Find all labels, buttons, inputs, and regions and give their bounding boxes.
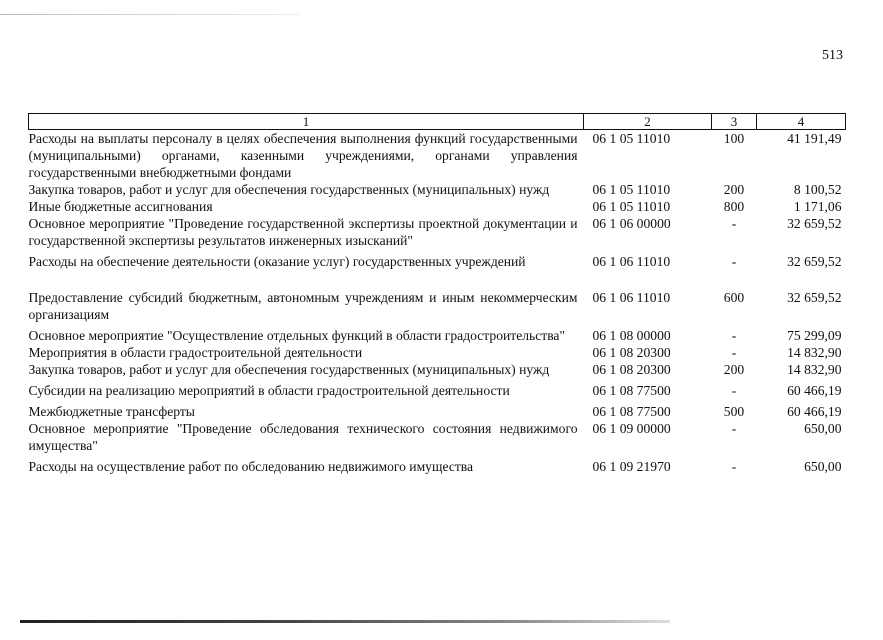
row-amount: 1 171,06 <box>793 199 842 214</box>
row-type: - <box>731 383 737 398</box>
row-code: 06 1 09 21970 <box>592 459 671 474</box>
row-amount: 32 659,52 <box>787 216 842 231</box>
row-amount: 14 832,90 <box>787 362 842 377</box>
row-type: - <box>731 421 737 436</box>
row-name: Основное мероприятие "Проведение обследования технического состояния недвижимого имущества" <box>28 421 578 453</box>
row-type: 200 <box>723 362 745 377</box>
row-type: - <box>731 459 737 474</box>
row-amount: 8 100,52 <box>793 182 842 197</box>
row-code: 06 1 08 20300 <box>592 362 671 377</box>
row-name: Расходы на выплаты персоналу в целях обеспечения выполнения функций государственными (муниципальными) органами, казенными учреждениями, органами управления государственными внебюджетными фондами <box>28 131 578 180</box>
row-code: 06 1 05 11010 <box>592 182 671 197</box>
table-row <box>29 130 846 182</box>
table-row <box>29 458 846 475</box>
row-code: 06 1 05 11010 <box>592 131 671 146</box>
row-name: Закупка товаров, работ и услуг для обеспечения государственных (муниципальных) нужд <box>28 362 550 377</box>
row-name: Основное мероприятие "Осуществление отдельных функций в области градостроительства" <box>28 328 566 343</box>
row-code: 06 1 06 11010 <box>592 290 671 305</box>
column-header-type: 3 <box>712 114 757 130</box>
scan-artifact-line <box>0 14 300 15</box>
row-type: - <box>731 345 737 360</box>
row-name: Предоставление субсидий бюджетным, автономным учреждениям и иным некоммерческим организациям <box>28 290 578 322</box>
budget-table <box>28 113 846 475</box>
row-amount: 650,00 <box>804 459 842 474</box>
row-code: 06 1 08 20300 <box>592 345 671 360</box>
row-name: Мероприятия в области градостроительной деятельности <box>28 345 363 360</box>
row-type: 200 <box>723 182 745 197</box>
row-name: Иные бюджетные ассигнования <box>28 199 213 214</box>
table-row <box>29 420 846 458</box>
row-amount: 75 299,09 <box>787 328 842 343</box>
row-type: 100 <box>723 131 745 146</box>
table-row <box>29 253 846 289</box>
row-code: 06 1 08 77500 <box>592 383 671 398</box>
row-amount: 650,00 <box>804 421 842 436</box>
row-name: Субсидии на реализацию мероприятий в области градостроительной деятельности <box>28 383 510 398</box>
row-type: - <box>731 328 737 343</box>
row-name: Расходы на осуществление работ по обследованию недвижимого имущества <box>28 459 474 474</box>
table-row <box>29 327 846 344</box>
row-type: 800 <box>723 199 745 214</box>
row-amount: 60 466,19 <box>787 404 842 419</box>
row-code: 06 1 08 77500 <box>592 404 671 419</box>
row-type: - <box>731 216 737 231</box>
row-type: - <box>731 254 737 269</box>
row-name: Закупка товаров, работ и услуг для обеспечения государственных (муниципальных) нужд <box>28 182 550 197</box>
table-row <box>29 344 846 361</box>
row-name: Основное мероприятие "Проведение государственной экспертизы проектной документации и государственной экспертизы результатов инженерных изысканий" <box>28 216 578 248</box>
row-name: Межбюджетные трансферты <box>28 404 195 419</box>
table-row <box>29 198 846 215</box>
row-amount: 60 466,19 <box>787 383 842 398</box>
row-type: 600 <box>723 290 745 305</box>
table-header-row <box>29 114 846 130</box>
table-row <box>29 215 846 253</box>
row-amount: 41 191,49 <box>787 131 842 146</box>
table-row <box>29 181 846 198</box>
row-code: 06 1 05 11010 <box>592 199 671 214</box>
table-row <box>29 361 846 382</box>
table-row <box>29 382 846 403</box>
column-header-code: 2 <box>584 114 712 130</box>
row-amount: 32 659,52 <box>787 290 842 305</box>
row-type: 500 <box>723 404 745 419</box>
scan-artifact-line <box>20 620 670 623</box>
table-row <box>29 289 846 327</box>
row-amount: 14 832,90 <box>787 345 842 360</box>
column-header-amount: 4 <box>757 114 846 130</box>
table-row <box>29 403 846 420</box>
row-amount: 32 659,52 <box>787 254 842 269</box>
row-code: 06 1 06 00000 <box>592 216 671 231</box>
page-number: 513 <box>822 48 843 63</box>
column-header-name: 1 <box>29 114 584 130</box>
row-name: Расходы на обеспечение деятельности (оказание услуг) государственных учреждений <box>28 254 526 269</box>
row-code: 06 1 08 00000 <box>592 328 671 343</box>
row-code: 06 1 06 11010 <box>592 254 671 269</box>
row-code: 06 1 09 00000 <box>592 421 671 436</box>
